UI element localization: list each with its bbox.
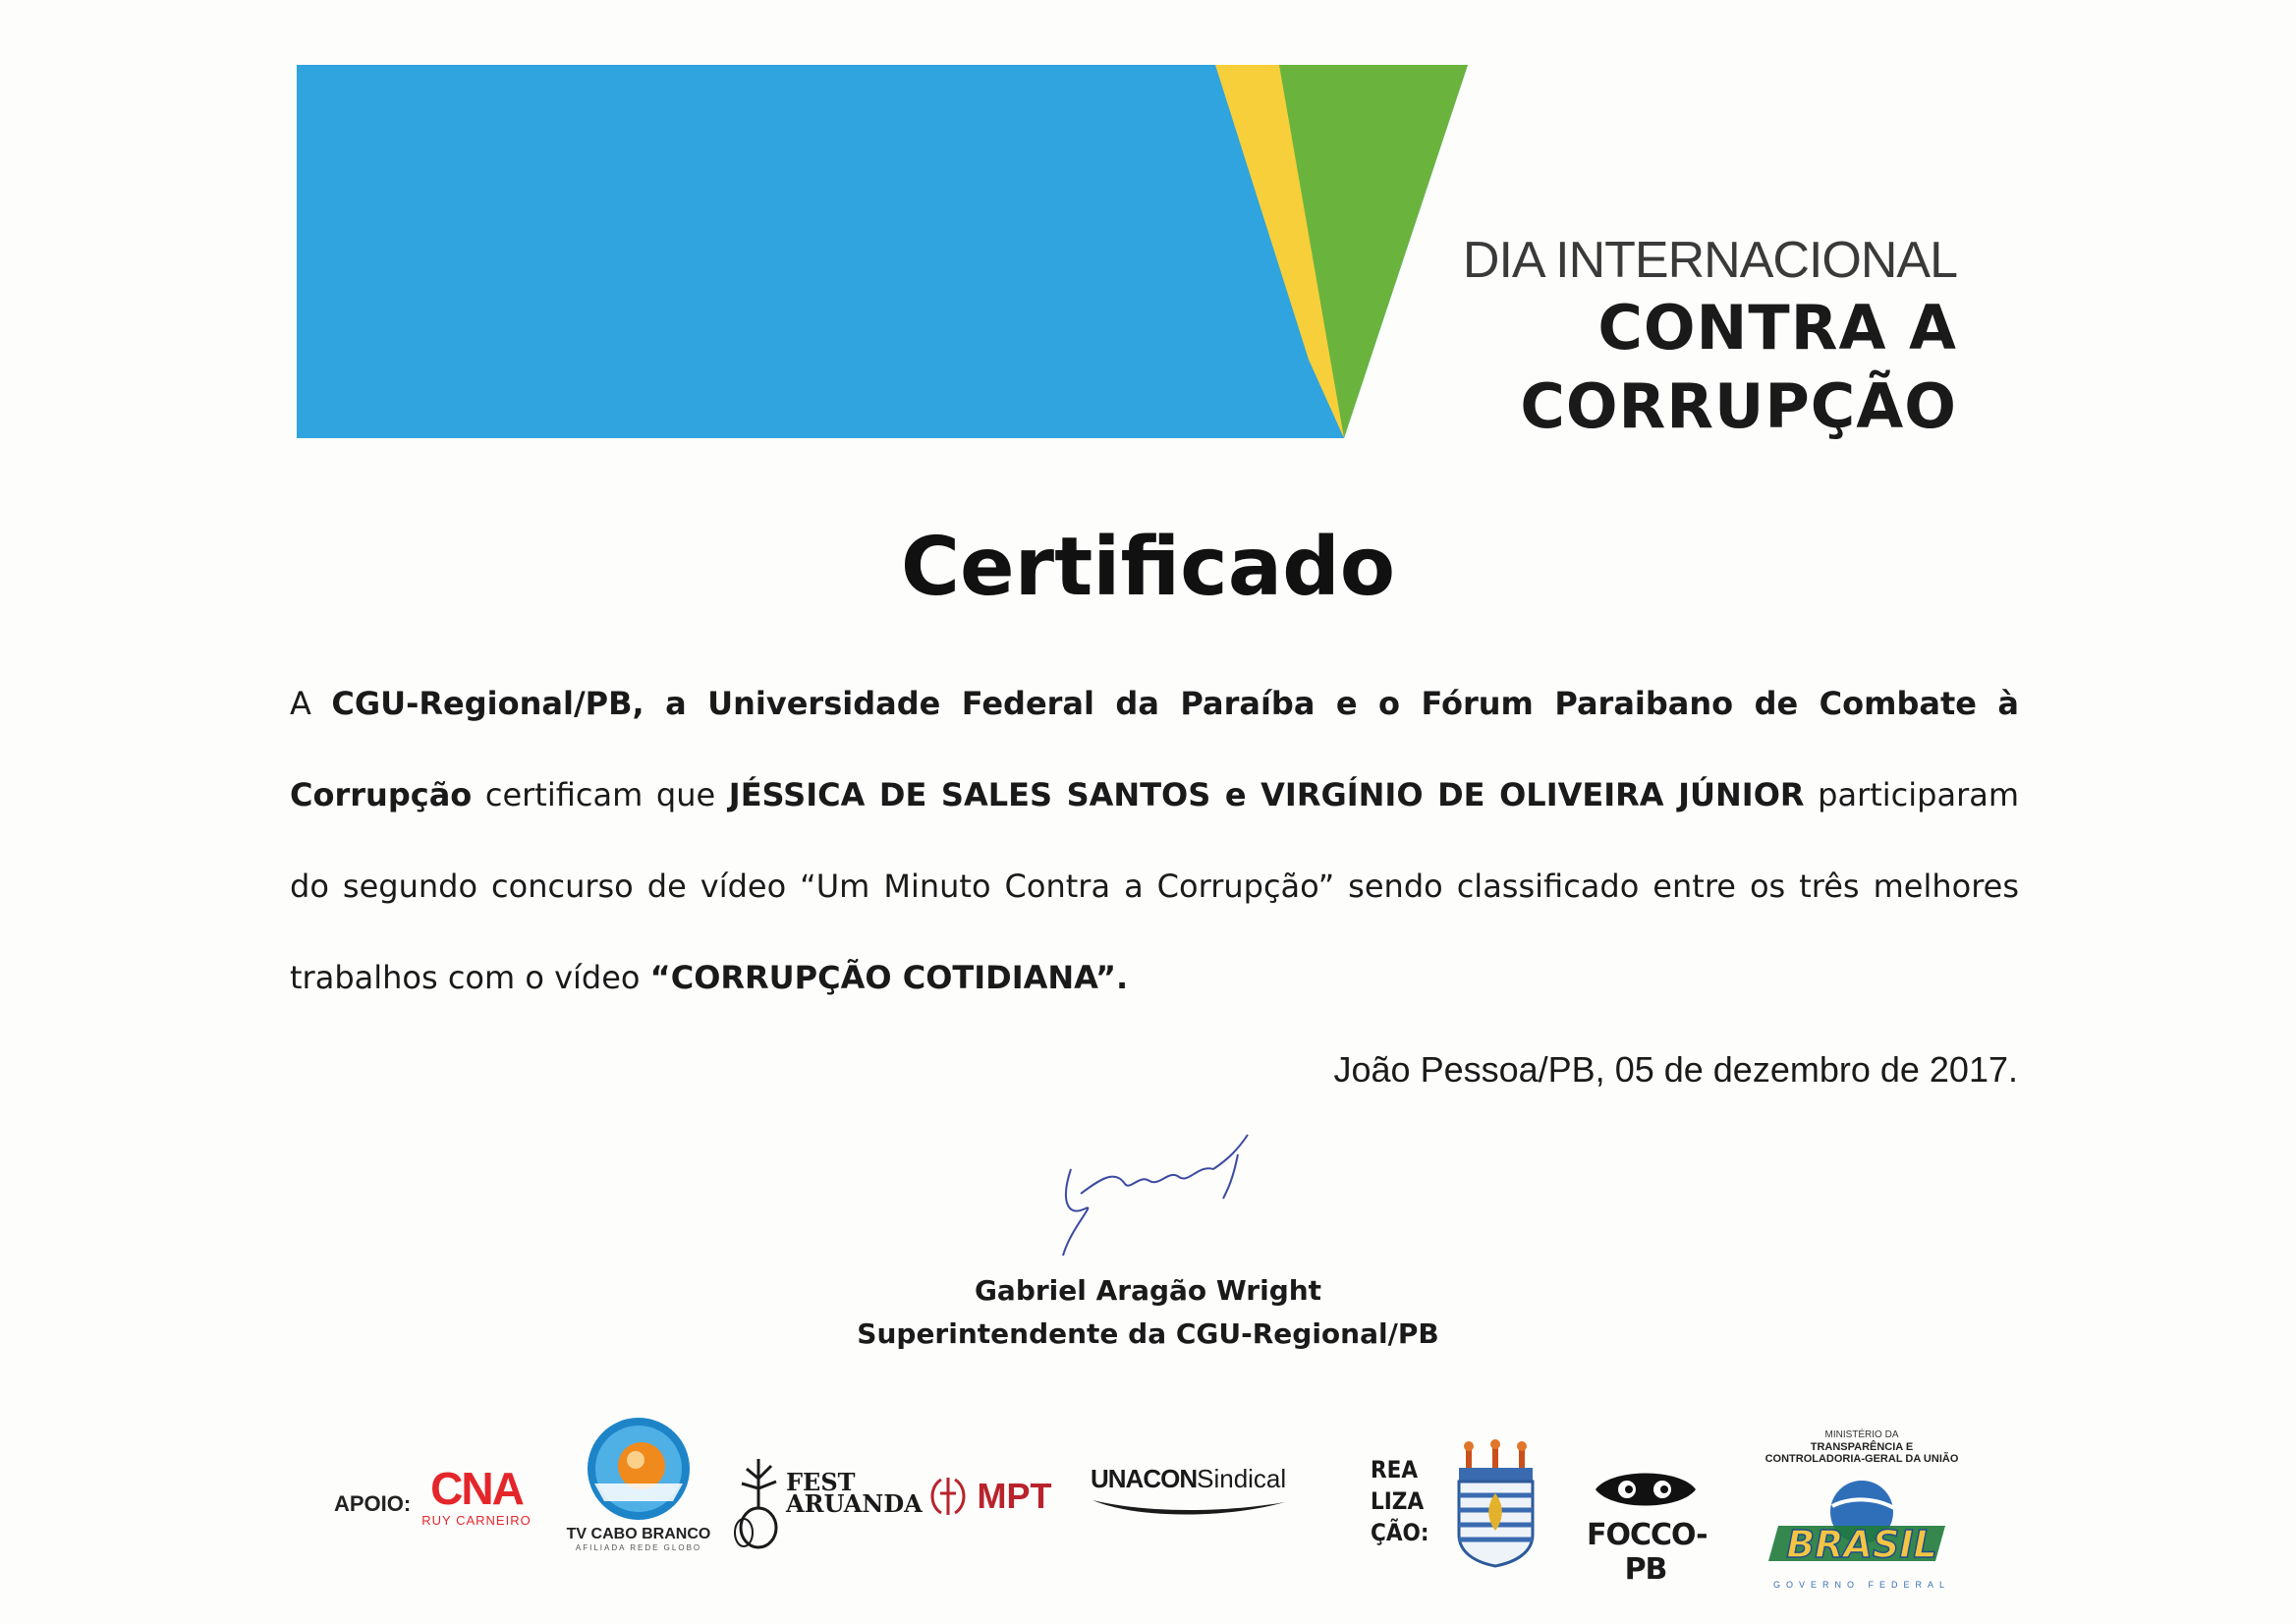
focco-pb-text: FOCCO-PB [1587, 1518, 1708, 1587]
unacon-rest: Sindical [1197, 1464, 1287, 1493]
sponsor-logos [0, 1415, 2296, 1611]
event-title [1463, 232, 1957, 446]
signer-role: Superintendente da CGU-Regional/PB [857, 1317, 1439, 1350]
issuers: CGU-Regional/PB, a Universidade Federal da Paraíba e o Fórum Paraibano de Combate à Corrupção [290, 685, 2020, 813]
cgu-brasil-logo [1739, 1429, 1985, 1590]
cna-logo-sub: RUY CARNEIRO [421, 1513, 532, 1528]
fest-aruanda-icon [732, 1454, 786, 1552]
apoio-label: APOIO: [334, 1491, 412, 1516]
cna-logo [413, 1464, 540, 1528]
event-title-line2: CONTRA A [1597, 292, 1957, 364]
tv-cabo-branco-text: TV CABO BRANCO [566, 1526, 711, 1542]
ufpb-crest-icon [1449, 1436, 1542, 1574]
mpt-logo [924, 1472, 1051, 1521]
certificate-heading: Certificado [900, 521, 1396, 614]
fest-text-line2: ARUANDA [786, 1489, 923, 1518]
signer-name: Gabriel Aragão Wright [974, 1274, 1322, 1307]
unacon-bold: UNACON [1091, 1464, 1198, 1493]
mpt-icon [924, 1472, 973, 1521]
video-title: “CORRUPÇÃO COTIDIANA”. [649, 959, 1129, 996]
participants: JÉSSICA DE SALES SANTOS e VIRGÍNIO DE OLIVEIRA JÚNIOR [728, 776, 1805, 813]
cna-logo-text: CNA [430, 1463, 523, 1514]
tv-cabo-branco-logo [565, 1415, 712, 1552]
signature-image [1041, 1130, 1267, 1258]
body-middle: participaram do segundo concurso de vídeo “Um Minuto Contra a Corrupção” sendo classificado entre os três melhores trabalhos com o vídeo [290, 776, 2020, 996]
event-title-line3: CORRUPÇÃO [1520, 370, 1957, 442]
realizacao-line2: LIZA [1371, 1487, 1425, 1515]
realizacao-line3: ÇÃO: [1371, 1519, 1429, 1546]
ufpb-crest-logo [1449, 1436, 1542, 1574]
unacon-swoosh-icon [1091, 1494, 1287, 1520]
brasil-sub: GOVERNO FEDERAL [1772, 1580, 1951, 1590]
unacon-logo [1091, 1464, 1331, 1525]
cgu-line2: TRANSPARÊNCIA E [1810, 1441, 1914, 1453]
event-banner-graphic [297, 65, 1476, 438]
place-date: João Pessoa/PB, 05 de dezembro de 2017. [1333, 1049, 2018, 1090]
event-title-line1: DIA INTERNACIONAL [1462, 232, 1957, 289]
cgu-line1: MINISTÉRIO DA [1824, 1429, 1899, 1440]
certificate-body [290, 658, 2019, 1024]
cgu-line3: CONTROLADORIA-GERAL DA UNIÃO [1764, 1453, 1959, 1465]
focco-pb-eye-icon [1592, 1464, 1700, 1513]
tv-cabo-branco-sub: AFILIADA REDE GLOBO [575, 1543, 702, 1552]
body-prefix: A [290, 685, 332, 722]
tv-cabo-branco-icon [585, 1415, 693, 1523]
fest-text-line1: FEST [786, 1468, 856, 1496]
realizacao-label [1371, 1454, 1429, 1548]
realizacao-line1: REA [1371, 1456, 1419, 1484]
focco-pb-logo [1587, 1464, 1708, 1587]
brasil-flag-icon [1739, 1465, 1985, 1573]
signer-block [0, 1269, 2296, 1356]
brasil-text: BRASIL [1786, 1523, 1937, 1566]
body-certify: certificam que [472, 776, 729, 813]
mpt-text: MPT [977, 1476, 1052, 1516]
fest-aruanda-logo [732, 1454, 923, 1552]
